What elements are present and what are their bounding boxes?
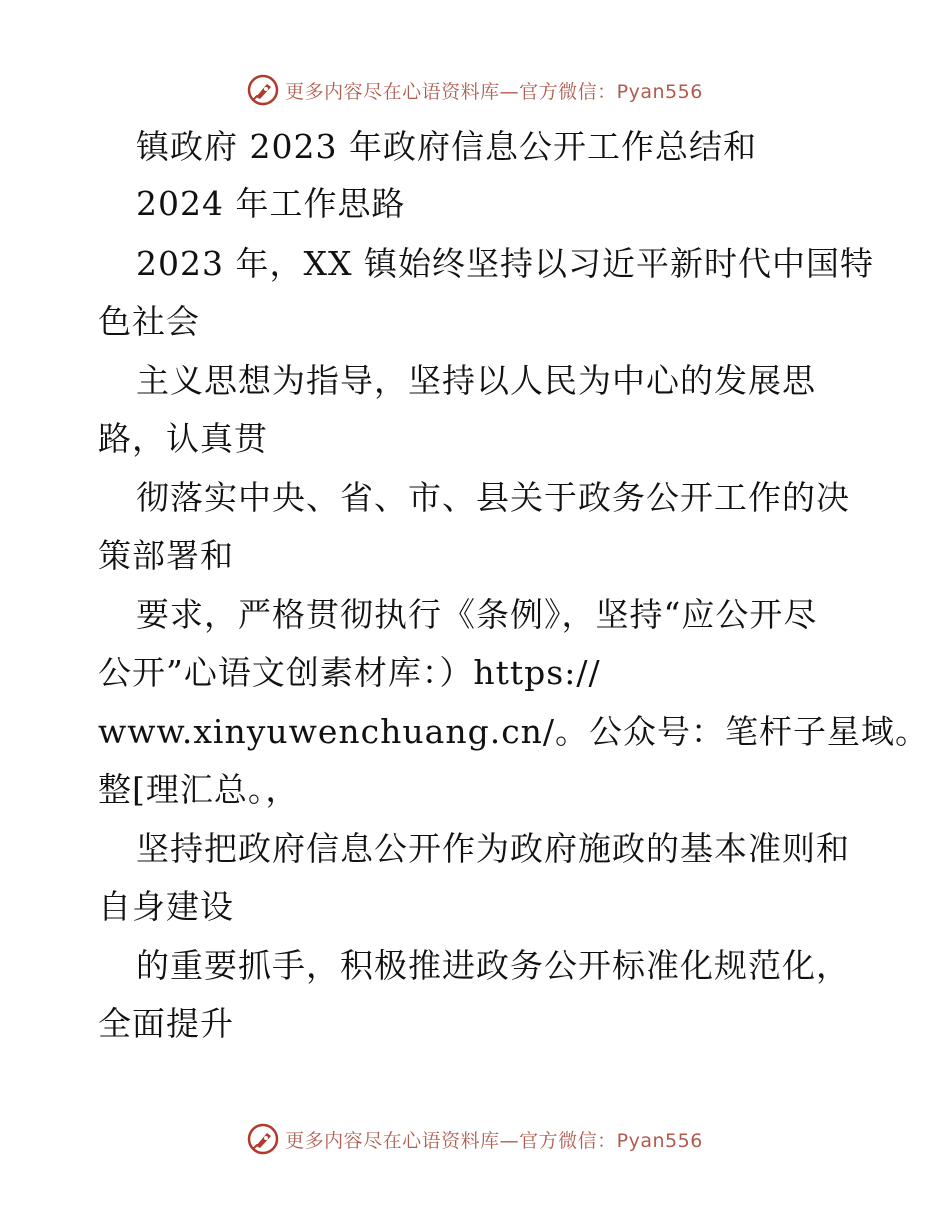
pen-nib-logo-icon <box>247 74 279 106</box>
watermark-text: 更多内容尽在心语资料库—官方微信：Pyan556 <box>285 1129 703 1152</box>
pen-nib-logo-icon <box>247 1123 279 1155</box>
title-line-2: 2024 年工作思路 <box>136 184 406 223</box>
paragraph-line: 全面提升 <box>98 1004 234 1043</box>
paragraph-line: 的重要抓手，积极推进政务公开标准化规范化， <box>136 946 850 985</box>
paragraph-line: 主义思想为指导，坚持以人民为中心的发展思 <box>136 361 816 400</box>
header-watermark <box>0 72 950 108</box>
paragraph-line: 要求，严格贯彻执行《条例》，坚持“应公开尽 <box>136 595 818 634</box>
paragraph-line: 自身建设 <box>98 887 234 926</box>
paragraph-line: www.xinyuwenchuang.cn/。公众号：笔杆子星域。 <box>98 712 930 751</box>
paragraph-line: 2023 年，XX 镇始终坚持以习近平新时代中国特 <box>136 244 874 283</box>
paragraph-line: 彻落实中央、省、市、县关于政务公开工作的决 <box>136 478 850 517</box>
title-line-1: 镇政府 2023 年政府信息公开工作总结和 <box>136 127 757 166</box>
watermark-text: 更多内容尽在心语资料库—官方微信：Pyan556 <box>285 80 703 103</box>
paragraph-line: 坚持把政府信息公开作为政府施政的基本准则和 <box>136 829 850 868</box>
paragraph-line: 色社会 <box>98 302 200 341</box>
footer-watermark <box>0 1121 950 1157</box>
paragraph-line: 路，认真贯 <box>98 419 268 458</box>
paragraph-line: 整[理汇总。， <box>98 770 300 809</box>
paragraph-line: 公开”心语文创素材库：）https:// <box>98 653 601 692</box>
paragraph-line: 策部署和 <box>98 536 234 575</box>
